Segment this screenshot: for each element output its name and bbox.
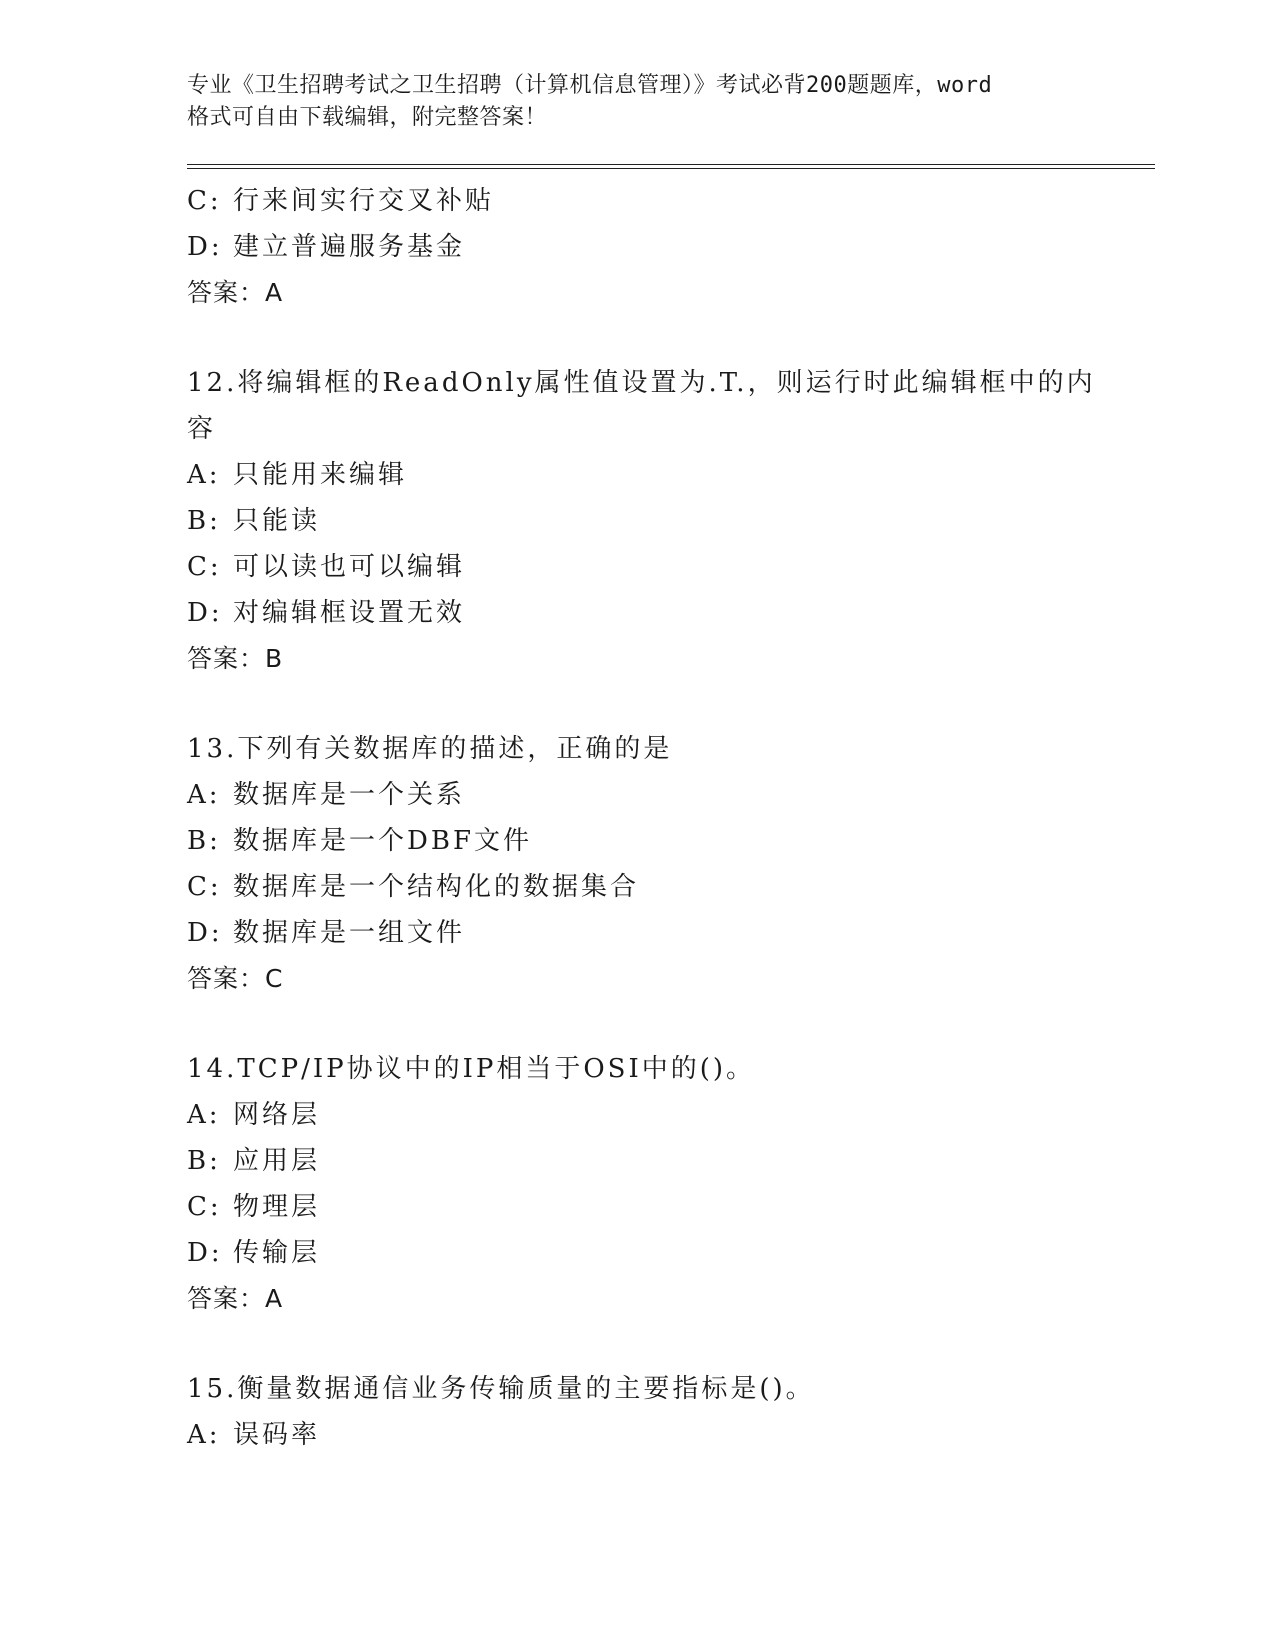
option-key: B: <box>187 826 221 856</box>
option-line <box>187 590 1155 636</box>
option-line <box>187 1092 1155 1138</box>
document-page <box>187 70 1155 1458</box>
question-stem: 15.衡量数据通信业务传输质量的主要指标是()。 <box>187 1374 815 1404</box>
option-text: 行来间实行交叉补贴 <box>233 186 495 216</box>
spacer <box>187 1002 1155 1046</box>
option-key: D: <box>187 232 223 262</box>
option-line <box>187 498 1155 544</box>
option-text: 数据库是一个关系 <box>233 780 466 810</box>
option-line <box>187 1230 1155 1276</box>
option-key: B: <box>187 1146 221 1176</box>
question-content <box>187 178 1155 1458</box>
option-text: 数据库是一个DBF文件 <box>233 826 532 856</box>
rule-top <box>187 164 1155 165</box>
answer-line: 答案：A <box>187 278 284 307</box>
option-line <box>187 1184 1155 1230</box>
option-key: C: <box>187 186 222 216</box>
option-text: 误码率 <box>233 1420 321 1450</box>
option-text: 只能读 <box>233 506 321 536</box>
option-key: D: <box>187 1238 223 1268</box>
option-line <box>187 818 1155 864</box>
option-text: 数据库是一组文件 <box>233 918 466 948</box>
option-line <box>187 864 1155 910</box>
option-key: B: <box>187 506 221 536</box>
option-key: D: <box>187 598 223 628</box>
option-key: C: <box>187 872 222 902</box>
option-line <box>187 1412 1155 1458</box>
option-line <box>187 178 1155 224</box>
header-double-rule <box>187 164 1155 170</box>
option-text: 数据库是一个结构化的数据集合 <box>233 872 640 902</box>
answer-line: 答案：C <box>187 964 284 993</box>
option-line <box>187 1138 1155 1184</box>
option-line <box>187 544 1155 590</box>
header-line-2: 格式可自由下载编辑，附完整答案！ <box>187 105 548 130</box>
header-line-1: 专业《卫生招聘考试之卫生招聘（计算机信息管理）》考试必背200题题库，word <box>187 73 993 98</box>
spacer <box>187 682 1155 726</box>
option-text: 建立普遍服务基金 <box>233 232 466 262</box>
option-key: A: <box>187 1420 221 1450</box>
option-key: A: <box>187 1100 221 1130</box>
option-text: 可以读也可以编辑 <box>233 552 466 582</box>
spacer <box>187 316 1155 360</box>
question-stem: 14.TCP/IP协议中的IP相当于OSI中的()。 <box>187 1054 756 1084</box>
rule-bottom <box>187 168 1155 169</box>
option-key: A: <box>187 460 221 490</box>
option-key: D: <box>187 918 223 948</box>
document-header <box>187 70 1087 134</box>
question-stem: 13.下列有关数据库的描述，正确的是 <box>187 734 673 764</box>
option-key: C: <box>187 552 222 582</box>
option-key: A: <box>187 780 221 810</box>
answer-line: 答案：A <box>187 1284 284 1313</box>
option-line <box>187 452 1155 498</box>
option-key: C: <box>187 1192 222 1222</box>
spacer <box>187 1322 1155 1366</box>
option-text: 网络层 <box>233 1100 321 1130</box>
question-stem-cont: 容 <box>187 414 217 444</box>
option-line <box>187 772 1155 818</box>
option-text: 对编辑框设置无效 <box>233 598 466 628</box>
option-text: 传输层 <box>233 1238 321 1268</box>
option-line <box>187 224 1155 270</box>
option-line <box>187 910 1155 956</box>
answer-line: 答案：B <box>187 644 284 673</box>
question-stem: 12.将编辑框的ReadOnly属性值设置为.T.，则运行时此编辑框中的内 <box>187 368 1096 398</box>
option-text: 只能用来编辑 <box>233 460 408 490</box>
option-text: 应用层 <box>233 1146 321 1176</box>
option-text: 物理层 <box>233 1192 321 1222</box>
